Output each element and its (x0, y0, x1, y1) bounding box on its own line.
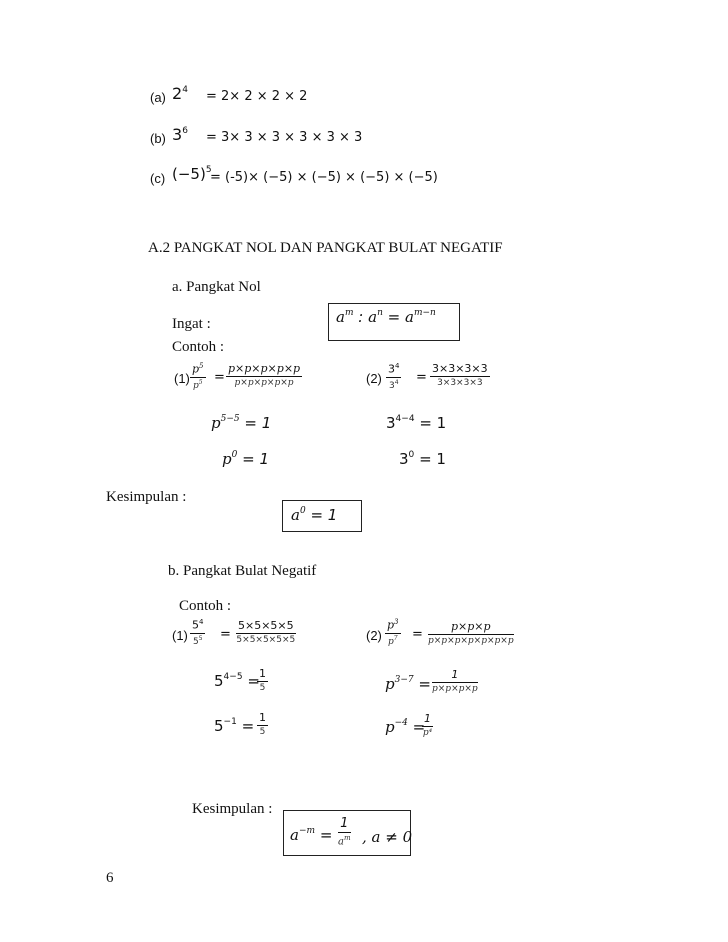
kesimpulan-2-lhs: $a^{-m}$ = (290, 826, 333, 844)
ex4-fraction: $p^3$ $p^7$ (387, 618, 399, 647)
expr-c-lhs: $(-5)^5$ (172, 165, 212, 183)
ex2-label: (2) (366, 371, 382, 386)
ex3-step2-fraction: 1 5 (259, 711, 266, 737)
contoh-label: Contoh : (172, 339, 225, 355)
ex3-expanded: 5×5×5×5 5×5×5×5×5 (236, 619, 296, 645)
ex2-fraction: $3^4$ $3^4$ (388, 362, 400, 391)
ingat-label: Ingat : (172, 316, 211, 332)
label-c: (c) (150, 171, 166, 186)
subsection-a-title: a. Pangkat Nol (172, 279, 261, 295)
kesimpulan-1-formula: $a^0 = 1$ (291, 506, 338, 524)
ex2-step1: $3^{4-4} = 1$ (386, 414, 447, 432)
contoh-2-label: Contoh : (179, 598, 232, 614)
ex3-eq: = (220, 627, 231, 642)
ex1-label: (1) (174, 371, 190, 386)
expr-c-rhs: = (-5)× (−5) × (−5) × (−5) × (−5) (210, 170, 438, 185)
ex1-fraction: $p^5$ $p^5$ (192, 362, 204, 391)
ex2-eq: = (416, 370, 427, 385)
label-b: (b) (150, 131, 166, 146)
ex2-expanded: 3×3×3×3 3×3×3×3 (432, 362, 488, 388)
expr-a-lhs: $2^4$ (172, 84, 188, 103)
ex3-step1-fraction: 1 5 (259, 667, 266, 693)
ex3-label: (1) (172, 628, 188, 643)
ex4-step2: $p^{-4}$ = (385, 718, 426, 736)
ex4-eq: = (412, 627, 423, 642)
ex4-step1: $p^{3-7}$ = (385, 675, 431, 693)
ex1-eq: = (214, 370, 225, 385)
expr-a-rhs: = 2× 2 × 2 × 2 (206, 89, 308, 104)
kesimpulan-2-condition: , a ≠ 0 (362, 828, 413, 846)
ex1-expanded: p×p×p×p×p p×p×p×p×p (228, 362, 301, 388)
ex4-step2-fraction: 1 p⁴ (422, 712, 433, 738)
kesimpulan-2-label: Kesimpulan : (192, 801, 273, 817)
ex1-step1: $p^{5-5} = 1$ (211, 414, 272, 432)
expr-b-rhs: = 3× 3 × 3 × 3 × 3 × 3 (206, 130, 363, 145)
kesimpulan-1-label: Kesimpulan : (106, 489, 187, 505)
ex2-step2: $3^0 = 1$ (399, 450, 446, 468)
ex3-fraction: $5^4$ $5^5$ (192, 618, 204, 647)
ingat-formula: $a^m$ : $a^n = a^{m-n}$ (336, 308, 436, 326)
ex4-expanded: p×p×p p×p×p×p×p×p×p (428, 620, 514, 646)
subsection-b-title: b. Pangkat Bulat Negatif (168, 563, 317, 579)
ex3-step2: $5^{-1}$ = (214, 717, 255, 735)
ex3-step1: $5^{4-5}$ = (214, 672, 260, 690)
kesimpulan-2-fraction: 1 $a^m$ (338, 816, 351, 848)
expr-b-lhs: $3^6$ (172, 125, 188, 144)
label-a: (a) (150, 90, 166, 105)
ex1-step2: $p^0 = 1$ (222, 450, 270, 468)
section-title: A.2 PANGKAT NOL DAN PANGKAT BULAT NEGATIF (148, 240, 503, 256)
ex4-step1-fraction: 1 p×p×p×p (432, 668, 478, 694)
ex4-label: (2) (366, 628, 382, 643)
page-number: 6 (106, 870, 114, 886)
